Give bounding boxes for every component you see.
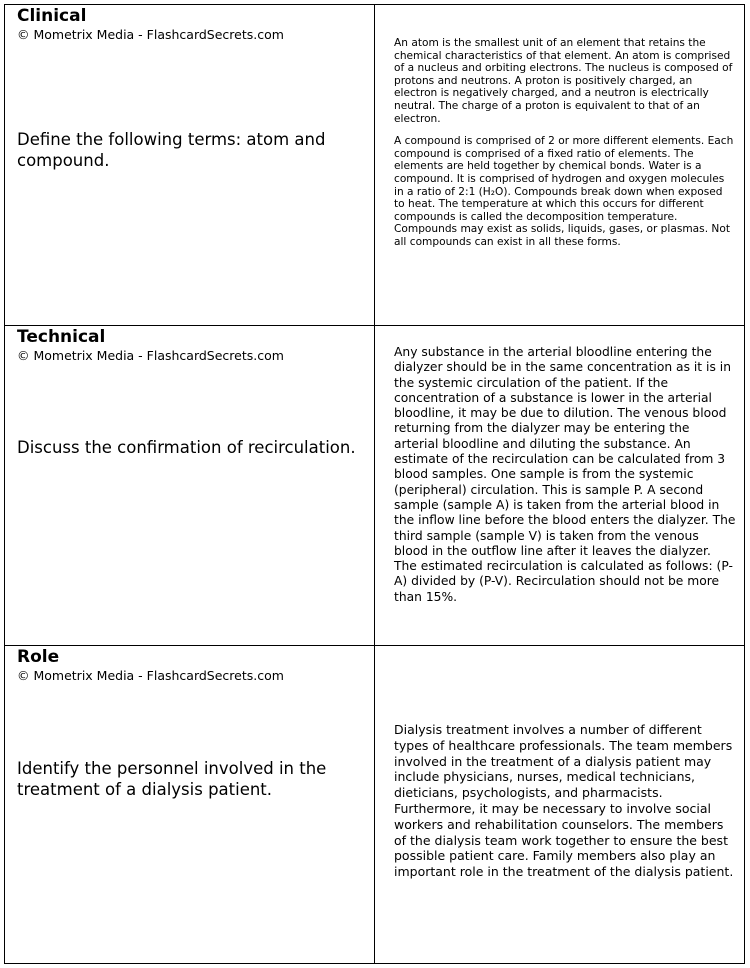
answer-paragraph: Any substance in the arterial bloodline entering the dialyzer should be in the same concentration as it is in the systemic circulation of the patient. If the concentration of a substance is lower in the arterial bloodline, it may be due to dilution. The venous blood returning from the dialyzer may be entering the arterial bloodline and diluting the substance. An estimate of the recirculation can be calculated from 3 blood samples. One sample is from the systemic (peripheral) circulation. This is sample P. A second sample (sample A) is taken from the arterial blood in the inflow line before the blood enters the dialyzer. The third sample (sample V) is taken from the venous blood in the outflow line after it leaves the dialyzer. The estimated recirculation is calculated as follows: (P-A) divided by (P-V). Recirculation should not be more than 15%.: [394, 345, 736, 604]
flashcard-back: [375, 646, 744, 963]
card-answer: [394, 345, 736, 605]
answer-paragraph: An atom is the smallest unit of an element that retains the chemical characteristics of that element. An atom is comprised of a nucleus and orbiting electrons. The nucleus is composed of protons and neutrons. A proton is positively charged, an electron is negatively charged, and a neutron is electrically neutral. The charge of a proton is equivalent to that of an electron.: [394, 37, 733, 125]
flashcard-technical: [5, 325, 744, 645]
flashcard-front: [5, 5, 375, 325]
card-category: Role: [17, 647, 60, 667]
card-question: Identify the personnel involved in the treatment of a dialysis patient.: [17, 759, 327, 799]
card-question: Discuss the confirmation of recirculation.: [17, 438, 356, 457]
flashcard-back: [375, 5, 744, 325]
copyright-notice: © Mometrix Media - FlashcardSecrets.com: [17, 668, 284, 683]
copyright-notice: © Mometrix Media - FlashcardSecrets.com: [17, 348, 284, 363]
card-category: Clinical: [17, 6, 87, 26]
card-answer: [394, 722, 736, 880]
flashcard-clinical: [5, 5, 744, 325]
copyright-notice: © Mometrix Media - FlashcardSecrets.com: [17, 27, 284, 42]
flashcard-back: [375, 326, 744, 645]
flashcard-front: [5, 326, 375, 645]
flashcard-role: [5, 645, 744, 963]
card-answer: [394, 37, 736, 249]
answer-paragraph: Dialysis treatment involves a number of different types of healthcare professionals. The team members involved in the treatment of a dialysis patient may include physicians, nurses, medical technicians, dieticians, psychologists, and pharmacists. Furthermore, it may be necessary to involve social workers and rehabilitation counselors. The members of the dialysis team work together to ensure the best possible patient care. Family members also play an important role in the treatment of the dialysis patient.: [394, 722, 734, 880]
answer-paragraph: A compound is comprised of 2 or more different elements. Each compound is comprised of a fixed ratio of elements. The elements are held together by chemical bonds. Water is a compound. It is comprised of hydrogen and oxygen molecules in a ratio of 2:1 (H₂O). Compounds break down when exposed to heat. The temperature at which this occurs for different compounds is called the decomposition temperature. Compounds may exist as solids, liquids, gases, or plasmas. Not all compounds can exist in all these forms.: [394, 135, 734, 248]
flashcard-front: [5, 646, 375, 963]
card-question: Define the following terms: atom and compound.: [17, 130, 326, 170]
card-category: Technical: [17, 327, 106, 347]
flashcard-sheet: [4, 4, 745, 964]
